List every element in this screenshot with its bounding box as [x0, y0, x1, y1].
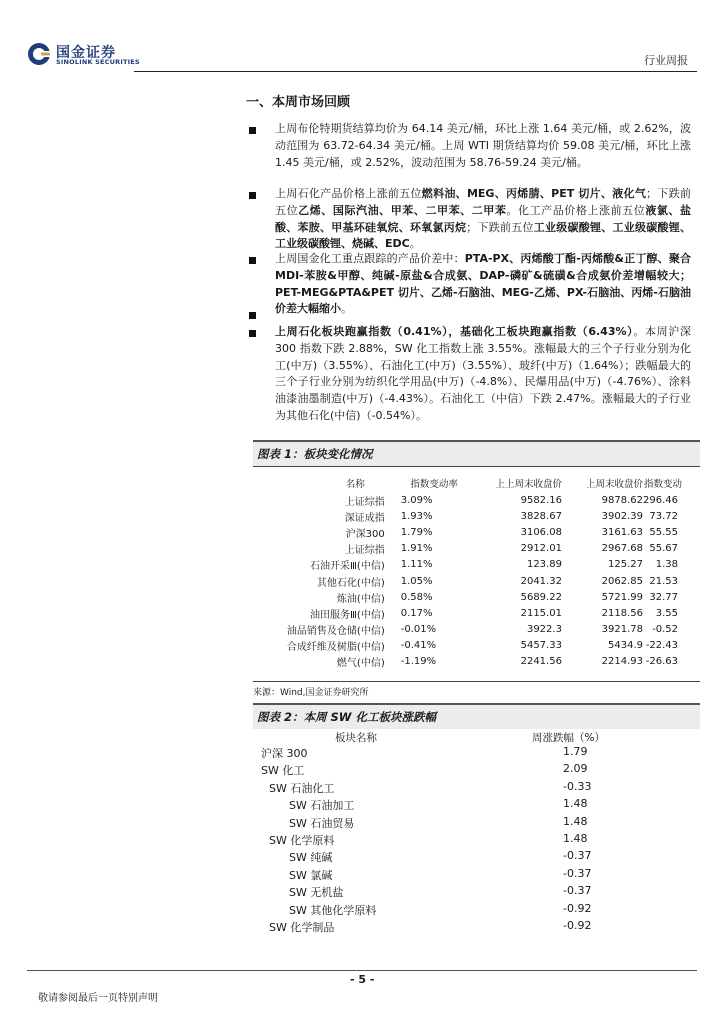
weekly-change-value: 1.79	[563, 745, 588, 758]
cell-index-change: 32.77	[649, 591, 678, 603]
weekly-change-value: -0.92	[563, 901, 592, 915]
cell-change-rate: 1.11%	[400, 559, 433, 571]
cell-prev-close: 3106.08	[520, 526, 562, 538]
cell-index-change: -0.52	[652, 624, 678, 636]
cell-index-change: 55.55	[649, 526, 678, 538]
table-row	[255, 508, 700, 524]
sector-name: SW 化学制品	[269, 921, 335, 934]
table-row	[255, 573, 700, 589]
cell-prev-close: 9582.16	[520, 494, 562, 506]
cell-name: 其他石化(中信)	[316, 577, 385, 589]
figure2-title-bar	[253, 703, 700, 729]
bullet-marker	[249, 257, 256, 264]
sector-name: SW 石油贸易	[289, 816, 355, 830]
cell-name: 油品销售及仓储(中信)	[286, 626, 385, 638]
sector-name: SW 纯碱	[289, 851, 333, 865]
cell-change-rate: -1.19%	[400, 656, 437, 668]
weekly-change-value: -0.37	[563, 884, 592, 898]
header-change-rate: 指数变动率	[410, 479, 458, 490]
cell-last-close: 2214.93	[601, 656, 643, 668]
cell-change-rate: 0.17%	[400, 607, 433, 619]
header-prev-close: 上上周末收盘价	[495, 479, 562, 490]
figure1-bottom-rule	[253, 681, 700, 682]
table-row	[255, 541, 700, 557]
sector-name: 沪深 300	[261, 747, 308, 760]
cell-index-change: 73.72	[649, 510, 678, 522]
sector-name: SW 氯碱	[289, 868, 333, 882]
cell-last-close: 2118.56	[601, 607, 643, 619]
bullet-marker	[249, 312, 256, 319]
figure2-header-name: 板块名称	[335, 732, 377, 744]
weekly-change-value: 1.48	[563, 814, 588, 828]
paragraph-sector-performance: 上周石化板块跑赢指数（0.41%），基础化工板块跑赢指数（6.43%）。本周沪深 300 指数下跌 2.88%，SW 化工指数上涨 3.55%。涨幅最大的三个子行业分别为化工(中万)（3.55%）、石油化工(中万)（3.55%）、玻纤(中万)（1.64%）；跌幅最大的三个子行业分别为纺织化学用品(中万)（-4.8%）、民爆用品(中万)（-4.76%）、涂料油漆油墨制造(中万)（-4.43%）。石油化工（中信）下跌 2.47%。涨幅最大的子行业为其他石化(中信)（-0.54%）。	[275, 325, 691, 422]
sector-name: SW 无机盐	[289, 886, 344, 900]
cell-name: 合成纤维及树脂(中信)	[286, 642, 385, 654]
header-name: 名称	[345, 479, 365, 490]
cell-prev-close: 3828.67	[520, 510, 562, 522]
weekly-change-value: -0.37	[563, 849, 592, 863]
report-type-label: 行业周报	[644, 54, 688, 67]
page-number: - 5 -	[350, 973, 375, 986]
cell-change-rate: 1.93%	[400, 510, 433, 522]
cell-prev-close: 2115.01	[520, 607, 562, 619]
header-index-change: 指数变动	[643, 479, 682, 490]
paragraph-price-spreads: 上周国金化工重点跟踪的产品价差中：PTA-PX、丙烯酸丁酯-丙烯酸&正丁醇、聚合 MDI-苯胺&甲醇、纯碱-原盐&合成氨、DAP-磷矿&硫磺&合成氨价差增幅较大；PET-MEG&PTA&PET 切片、乙烯-石脑油、MEG-乙烯、PX-石脑油、丙烯-石脑油价差大幅缩小。	[275, 252, 691, 316]
sector-name: SW 其他化学原料	[289, 903, 377, 917]
cell-last-close: 9878.62	[601, 494, 643, 506]
sector-name: SW 化工	[261, 764, 305, 778]
cell-prev-close: 5689.22	[520, 591, 562, 603]
cell-index-change: -22.43	[645, 640, 678, 652]
bullet-marker	[249, 330, 256, 337]
cell-change-rate: 1.05%	[400, 575, 433, 587]
cell-prev-close: 2912.01	[520, 543, 562, 555]
figure1-rule	[253, 466, 700, 467]
cell-last-close: 5721.99	[601, 591, 643, 603]
cell-index-change: 296.46	[643, 494, 678, 506]
table-row	[255, 492, 700, 508]
figure2-title: 图表 2：本周 SW 化工板块涨跌幅	[257, 710, 436, 724]
table-row	[255, 557, 700, 573]
list-item	[253, 744, 700, 761]
weekly-change-value: 2.09	[563, 762, 588, 776]
section-title: 一、本周市场回顾	[246, 95, 351, 110]
cell-name: 燃气(中信)	[336, 658, 385, 670]
cell-last-close: 5434.9	[608, 640, 643, 652]
cell-index-change: 55.67	[649, 543, 678, 555]
bullet-marker	[249, 192, 256, 199]
header-divider	[134, 71, 697, 72]
table-row	[255, 638, 700, 654]
table-header-row	[255, 474, 700, 492]
table-row	[255, 654, 700, 670]
table-row	[255, 524, 700, 540]
figure2-header-change: 周涨跌幅（%）	[532, 732, 605, 744]
cell-last-close: 3921.78	[601, 624, 643, 636]
cell-name: 油田服务Ⅲ(中信)	[310, 609, 385, 621]
cell-name: 炼油(中信)	[336, 593, 385, 605]
list-item	[253, 848, 700, 865]
footer-disclaimer: 敬请参阅最后一页特别声明	[38, 993, 158, 1004]
cell-prev-close: 2241.56	[520, 656, 562, 668]
list-item	[253, 814, 700, 831]
footer-divider	[27, 970, 697, 971]
cell-prev-close: 2041.32	[520, 575, 562, 587]
cell-name: 石油开采Ⅲ(中信)	[310, 561, 385, 573]
sector-change-table	[255, 474, 700, 670]
list-item	[253, 866, 700, 883]
paragraph-product-prices: 上周石化产品价格上涨前五位燃料油、MEG、丙烯腈、PET 切片、液化气；下跌前五位乙烯、国际汽油、甲苯、二甲苯、二甲苯。化工产品价格上涨前五位液氯、盐酸、苯胺、甲基环硅氧烷、环氧氯丙烷；下跌前五位工业级碳酸锂、工业级碳酸锂、工业级碳酸锂、烧碱、EDC。	[275, 187, 692, 251]
cell-last-close: 3902.39	[601, 510, 643, 522]
sector-name: SW 石油化工	[269, 781, 335, 795]
figure1-source: 来源：Wind,国金证券研究所	[253, 688, 369, 698]
cell-change-rate: 0.58%	[400, 591, 433, 603]
cell-index-change: 3.55	[655, 607, 678, 619]
cell-prev-close: 3922.3	[526, 624, 562, 636]
weekly-change-value: -0.92	[563, 919, 592, 932]
cell-change-rate: 1.91%	[400, 543, 433, 555]
header-last-close: 上周末收盘价	[585, 479, 643, 490]
cell-name: 深证成指	[344, 512, 385, 524]
weekly-change-value: 1.48	[563, 797, 588, 811]
logo-text-en: SINOLINK SECURITIES	[56, 58, 140, 66]
list-item	[253, 883, 700, 900]
table-row	[255, 605, 700, 621]
cell-last-close: 3161.63	[601, 526, 643, 538]
weekly-change-value: -0.33	[563, 779, 592, 793]
sector-name: SW 石油加工	[289, 799, 355, 813]
cell-change-rate: -0.01%	[400, 624, 437, 636]
cell-change-rate: 1.79%	[400, 526, 433, 538]
cell-name: 上证综指	[344, 496, 385, 508]
sector-name: SW 化学原料	[269, 834, 335, 847]
figure1-title-bar	[253, 440, 700, 466]
cell-index-change: -26.63	[645, 656, 678, 668]
weekly-change-value: -0.37	[563, 866, 592, 880]
list-item	[253, 796, 700, 813]
sinolink-logo-icon	[27, 42, 51, 66]
cell-name: 沪深300	[345, 528, 385, 540]
cell-prev-close: 5457.33	[520, 640, 562, 652]
table-row	[255, 589, 700, 605]
cell-index-change: 1.38	[655, 559, 678, 571]
list-item	[253, 761, 700, 778]
cell-last-close: 2967.68	[601, 543, 643, 555]
figure1-title: 图表 1：板块变化情况	[257, 447, 373, 461]
list-item	[253, 901, 700, 918]
cell-last-close: 125.27	[608, 559, 643, 571]
cell-name: 上证综指	[344, 545, 385, 557]
bullet-marker	[249, 127, 256, 134]
list-item	[253, 779, 700, 796]
cell-index-change: 21.53	[649, 575, 678, 587]
cell-prev-close: 123.89	[526, 559, 562, 571]
weekly-change-value: 1.48	[563, 832, 588, 845]
cell-change-rate: -0.41%	[400, 640, 437, 652]
table-row	[255, 622, 700, 638]
list-item	[253, 918, 700, 935]
cell-last-close: 2062.85	[601, 575, 643, 587]
logo-text-cn: 国金证券	[56, 45, 116, 61]
cell-change-rate: 3.09%	[400, 494, 433, 506]
list-item	[253, 831, 700, 848]
paragraph-oil-price: 上周布伦特期货结算均价为 64.14 美元/桶，环比上涨 1.64 美元/桶，或 2.62%，波动范围为 63.72-64.34 美元/桶。上周 WTI 期货结算均价 59.08 美元/桶，环比上涨 1.45 美元/桶，或 2.52%，波动范围为 58.76-59.24 美元/桶。	[275, 122, 691, 169]
